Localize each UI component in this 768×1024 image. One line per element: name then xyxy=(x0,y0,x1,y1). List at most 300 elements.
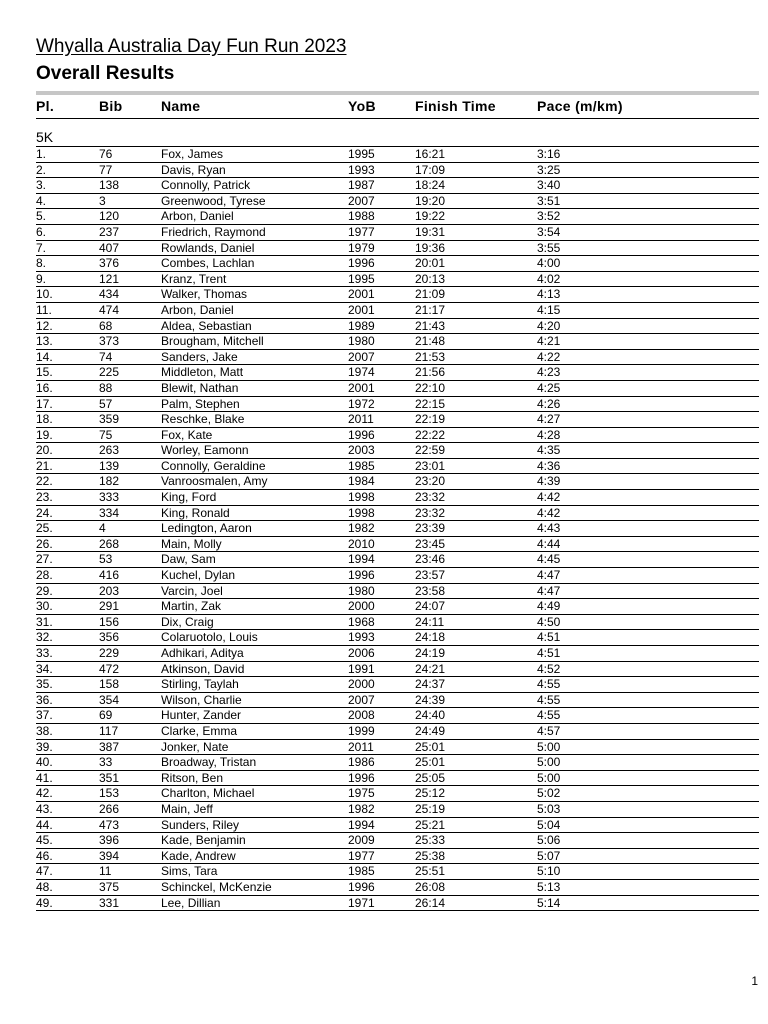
row-place: 44. xyxy=(36,817,53,832)
row-finish-time: 24:21 xyxy=(415,661,446,676)
row-bib: 359 xyxy=(99,412,120,427)
row-place: 24. xyxy=(36,505,53,520)
row-name: Sims, Tara xyxy=(161,864,218,879)
row-pace: 4:44 xyxy=(537,536,561,551)
row-bib: 75 xyxy=(99,427,113,442)
row-name: Ledington, Aaron xyxy=(161,521,252,536)
row-yob: 1996 xyxy=(348,256,375,271)
row-finish-time: 20:01 xyxy=(415,256,446,271)
table-row xyxy=(36,724,759,740)
row-finish-time: 24:07 xyxy=(415,599,446,614)
row-yob: 1995 xyxy=(348,271,375,286)
row-name: Arbon, Daniel xyxy=(161,209,234,224)
row-place: 14. xyxy=(36,349,53,364)
row-place: 43. xyxy=(36,801,53,816)
row-name: Colaruotolo, Louis xyxy=(161,630,258,645)
row-name: Blewit, Nathan xyxy=(161,380,239,395)
table-row xyxy=(36,677,759,693)
row-yob: 1986 xyxy=(348,755,375,770)
row-name: Vanroosmalen, Amy xyxy=(161,474,268,489)
table-row xyxy=(36,381,759,397)
row-name: Dix, Craig xyxy=(161,614,214,629)
row-yob: 1993 xyxy=(348,630,375,645)
row-bib: 396 xyxy=(99,833,120,848)
table-row xyxy=(36,818,759,834)
row-yob: 1980 xyxy=(348,334,375,349)
table-row xyxy=(36,147,759,163)
table-row xyxy=(36,194,759,210)
row-pace: 4:23 xyxy=(537,365,561,380)
row-finish-time: 22:15 xyxy=(415,396,446,411)
row-pace: 4:55 xyxy=(537,677,561,692)
table-row xyxy=(36,708,759,724)
row-yob: 2001 xyxy=(348,302,375,317)
row-bib: 474 xyxy=(99,302,120,317)
row-place: 46. xyxy=(36,848,53,863)
row-finish-time: 24:18 xyxy=(415,630,446,645)
row-pace: 4:47 xyxy=(537,568,561,583)
row-name: Main, Molly xyxy=(161,536,222,551)
row-place: 26. xyxy=(36,536,53,551)
table-row xyxy=(36,833,759,849)
header-divider xyxy=(36,91,759,95)
row-bib: 356 xyxy=(99,630,120,645)
row-place: 41. xyxy=(36,770,53,785)
row-pace: 4:51 xyxy=(537,630,561,645)
row-yob: 1994 xyxy=(348,552,375,567)
column-header-name: Name xyxy=(161,98,201,114)
row-finish-time: 25:51 xyxy=(415,864,446,879)
column-header-yob: YoB xyxy=(348,98,376,114)
row-place: 3. xyxy=(36,178,47,193)
table-row xyxy=(36,864,759,880)
row-place: 38. xyxy=(36,723,53,738)
row-place: 30. xyxy=(36,599,53,614)
row-pace: 4:47 xyxy=(537,583,561,598)
row-name: Main, Jeff xyxy=(161,801,213,816)
row-bib: 407 xyxy=(99,240,120,255)
row-bib: 354 xyxy=(99,692,120,707)
row-place: 31. xyxy=(36,614,53,629)
table-row xyxy=(36,849,759,865)
table-row xyxy=(36,303,759,319)
row-name: Schinckel, McKenzie xyxy=(161,879,272,894)
row-finish-time: 24:39 xyxy=(415,692,446,707)
row-name: Aldea, Sebastian xyxy=(161,318,252,333)
row-yob: 2010 xyxy=(348,536,375,551)
row-bib: 472 xyxy=(99,661,120,676)
row-yob: 2011 xyxy=(348,412,374,427)
row-place: 19. xyxy=(36,427,53,442)
row-name: Daw, Sam xyxy=(161,552,216,567)
row-place: 18. xyxy=(36,412,53,427)
row-pace: 4:02 xyxy=(537,271,561,286)
row-pace: 4:36 xyxy=(537,458,561,473)
row-pace: 5:13 xyxy=(537,879,561,894)
row-yob: 1980 xyxy=(348,583,375,598)
row-place: 21. xyxy=(36,458,53,473)
table-row xyxy=(36,630,759,646)
row-pace: 5:02 xyxy=(537,786,561,801)
table-row xyxy=(36,584,759,600)
row-yob: 1993 xyxy=(348,162,375,177)
row-yob: 1991 xyxy=(348,661,375,676)
column-header-finish-time: Finish Time xyxy=(415,98,496,114)
row-bib: 33 xyxy=(99,755,113,770)
row-bib: 203 xyxy=(99,583,120,598)
row-yob: 1989 xyxy=(348,318,375,333)
row-yob: 1985 xyxy=(348,864,375,879)
row-name: Kranz, Trent xyxy=(161,271,227,286)
table-row xyxy=(36,552,759,568)
row-name: Sunders, Riley xyxy=(161,817,240,832)
table-row xyxy=(36,443,759,459)
row-pace: 4:21 xyxy=(537,334,561,349)
row-name: Jonker, Nate xyxy=(161,739,229,754)
table-row xyxy=(36,896,759,912)
row-pace: 3:54 xyxy=(537,224,561,239)
row-pace: 4:28 xyxy=(537,427,561,442)
row-bib: 139 xyxy=(99,458,120,473)
row-bib: 473 xyxy=(99,817,120,832)
row-finish-time: 25:01 xyxy=(415,739,446,754)
row-finish-time: 26:14 xyxy=(415,895,446,910)
row-pace: 5:03 xyxy=(537,801,561,816)
row-place: 29. xyxy=(36,583,53,598)
row-name: Stirling, Taylah xyxy=(161,677,239,692)
table-row xyxy=(36,537,759,553)
row-place: 34. xyxy=(36,661,53,676)
row-pace: 3:51 xyxy=(537,193,561,208)
row-name: Connolly, Geraldine xyxy=(161,458,266,473)
row-finish-time: 19:20 xyxy=(415,193,446,208)
row-pace: 3:55 xyxy=(537,240,561,255)
row-finish-time: 24:49 xyxy=(415,723,446,738)
row-bib: 394 xyxy=(99,848,120,863)
row-bib: 117 xyxy=(99,723,119,738)
row-place: 40. xyxy=(36,755,53,770)
row-bib: 138 xyxy=(99,178,120,193)
row-finish-time: 21:43 xyxy=(415,318,446,333)
row-name: Middleton, Matt xyxy=(161,365,244,380)
table-row xyxy=(36,256,759,272)
table-row xyxy=(36,334,759,350)
table-row xyxy=(36,662,759,678)
row-bib: 76 xyxy=(99,147,113,161)
row-name: Clarke, Emma xyxy=(161,723,238,738)
row-finish-time: 24:37 xyxy=(415,677,446,692)
row-finish-time: 23:45 xyxy=(415,536,446,551)
row-pace: 4:43 xyxy=(537,521,561,536)
row-finish-time: 23:39 xyxy=(415,521,446,536)
column-header-pace: Pace (m/km) xyxy=(537,98,623,114)
row-pace: 4:00 xyxy=(537,256,561,271)
row-place: 16. xyxy=(36,380,53,395)
row-place: 42. xyxy=(36,786,53,801)
row-finish-time: 21:17 xyxy=(415,302,446,317)
row-pace: 4:13 xyxy=(537,287,561,302)
table-row xyxy=(36,163,759,179)
row-finish-time: 24:11 xyxy=(415,614,445,629)
table-row xyxy=(36,599,759,615)
table-row xyxy=(36,521,759,537)
table-row xyxy=(36,506,759,522)
row-bib: 351 xyxy=(99,770,120,785)
row-name: Fox, James xyxy=(161,147,224,161)
row-name: Adhikari, Aditya xyxy=(161,646,244,660)
row-name: Friedrich, Raymond xyxy=(161,224,266,239)
row-yob: 1975 xyxy=(348,786,375,801)
row-pace: 4:42 xyxy=(537,505,561,520)
row-finish-time: 25:21 xyxy=(415,817,446,832)
row-pace: 4:57 xyxy=(537,723,561,738)
row-place: 2. xyxy=(36,162,47,177)
row-bib: 268 xyxy=(99,536,120,551)
table-row xyxy=(36,397,759,413)
row-yob: 2000 xyxy=(348,599,375,614)
table-row xyxy=(36,459,759,475)
row-place: 49. xyxy=(36,895,53,910)
row-finish-time: 16:21 xyxy=(415,147,446,161)
row-finish-time: 25:19 xyxy=(415,801,446,816)
row-place: 1. xyxy=(36,147,47,161)
row-place: 8. xyxy=(36,256,47,271)
row-bib: 57 xyxy=(99,396,113,411)
row-name: Hunter, Zander xyxy=(161,708,242,723)
row-bib: 69 xyxy=(99,708,113,723)
row-finish-time: 24:40 xyxy=(415,708,446,723)
row-place: 11. xyxy=(36,302,52,317)
table-row xyxy=(36,474,759,490)
row-name: Charlton, Michael xyxy=(161,786,255,801)
row-bib: 334 xyxy=(99,505,120,520)
row-bib: 3 xyxy=(99,193,106,208)
row-name: Reschke, Blake xyxy=(161,412,245,427)
row-yob: 1996 xyxy=(348,427,375,442)
row-pace: 5:06 xyxy=(537,833,561,848)
row-yob: 1999 xyxy=(348,723,375,738)
row-name: Lee, Dillian xyxy=(161,895,221,910)
row-yob: 1996 xyxy=(348,879,375,894)
row-name: Greenwood, Tyrese xyxy=(161,193,266,208)
row-bib: 77 xyxy=(99,162,113,177)
table-row xyxy=(36,350,759,366)
row-finish-time: 19:31 xyxy=(415,224,446,239)
row-place: 33. xyxy=(36,646,53,660)
row-finish-time: 22:10 xyxy=(415,380,446,395)
row-yob: 1998 xyxy=(348,490,375,505)
row-yob: 1996 xyxy=(348,568,375,583)
row-pace: 4:15 xyxy=(537,302,561,317)
row-yob: 1998 xyxy=(348,505,375,520)
row-finish-time: 23:32 xyxy=(415,505,446,520)
row-yob: 1977 xyxy=(348,224,375,239)
row-bib: 237 xyxy=(99,224,120,239)
row-bib: 158 xyxy=(99,677,120,692)
row-finish-time: 21:48 xyxy=(415,334,446,349)
row-yob: 1985 xyxy=(348,458,375,473)
row-yob: 1979 xyxy=(348,240,375,255)
table-row xyxy=(36,428,759,444)
row-finish-time: 24:19 xyxy=(415,646,446,660)
row-pace: 3:52 xyxy=(537,209,561,224)
row-yob: 1982 xyxy=(348,801,375,816)
row-bib: 373 xyxy=(99,334,120,349)
row-yob: 1972 xyxy=(348,396,375,411)
row-place: 7. xyxy=(36,240,47,255)
row-name: King, Ronald xyxy=(161,505,230,520)
row-finish-time: 21:53 xyxy=(415,349,446,364)
row-yob: 2007 xyxy=(348,349,375,364)
table-row xyxy=(36,771,759,787)
table-row xyxy=(36,241,759,257)
row-name: Fox, Kate xyxy=(161,427,213,442)
row-bib: 120 xyxy=(99,209,120,224)
row-yob: 2000 xyxy=(348,677,375,692)
row-place: 20. xyxy=(36,443,53,458)
row-yob: 1994 xyxy=(348,817,375,832)
row-place: 22. xyxy=(36,474,53,489)
row-place: 17. xyxy=(36,396,53,411)
row-place: 6. xyxy=(36,224,47,239)
row-pace: 4:49 xyxy=(537,599,561,614)
row-place: 48. xyxy=(36,879,53,894)
row-yob: 2001 xyxy=(348,380,375,395)
row-bib: 156 xyxy=(99,614,120,629)
row-finish-time: 21:09 xyxy=(415,287,446,302)
row-place: 39. xyxy=(36,739,53,754)
row-bib: 387 xyxy=(99,739,120,754)
row-yob: 1982 xyxy=(348,521,375,536)
row-place: 9. xyxy=(36,271,47,286)
row-bib: 153 xyxy=(99,786,120,801)
row-bib: 266 xyxy=(99,801,120,816)
row-bib: 331 xyxy=(99,895,120,910)
row-bib: 434 xyxy=(99,287,120,302)
row-finish-time: 22:59 xyxy=(415,443,446,458)
row-yob: 2009 xyxy=(348,833,375,848)
table-row xyxy=(36,287,759,303)
row-finish-time: 26:08 xyxy=(415,879,446,894)
row-bib: 229 xyxy=(99,646,120,660)
row-place: 4. xyxy=(36,193,47,208)
row-pace: 4:55 xyxy=(537,692,561,707)
row-pace: 4:27 xyxy=(537,412,561,427)
row-bib: 53 xyxy=(99,552,113,567)
row-place: 36. xyxy=(36,692,53,707)
row-yob: 2007 xyxy=(348,193,375,208)
row-place: 13. xyxy=(36,334,53,349)
row-finish-time: 21:56 xyxy=(415,365,446,380)
document-subtitle: Overall Results xyxy=(36,63,175,84)
row-pace: 4:50 xyxy=(537,614,561,629)
row-yob: 2006 xyxy=(348,646,375,660)
column-header-bib: Bib xyxy=(99,98,123,114)
row-pace: 5:00 xyxy=(537,755,561,770)
column-header-place: Pl. xyxy=(36,98,55,114)
results-table xyxy=(36,147,759,911)
row-finish-time: 23:58 xyxy=(415,583,446,598)
table-row xyxy=(36,490,759,506)
row-finish-time: 18:24 xyxy=(415,178,446,193)
row-name: Kuchel, Dylan xyxy=(161,568,236,583)
table-row xyxy=(36,802,759,818)
row-place: 23. xyxy=(36,490,53,505)
row-pace: 4:52 xyxy=(537,661,561,676)
row-name: King, Ford xyxy=(161,490,217,505)
row-finish-time: 23:46 xyxy=(415,552,446,567)
table-row xyxy=(36,209,759,225)
row-pace: 5:04 xyxy=(537,817,561,832)
row-finish-time: 20:13 xyxy=(415,271,446,286)
row-finish-time: 17:09 xyxy=(415,162,446,177)
row-place: 10. xyxy=(36,287,53,302)
row-pace: 4:51 xyxy=(537,646,561,660)
row-bib: 74 xyxy=(99,349,113,364)
table-row xyxy=(36,786,759,802)
row-name: Wilson, Charlie xyxy=(161,692,242,707)
row-finish-time: 25:38 xyxy=(415,848,446,863)
table-row xyxy=(36,755,759,771)
row-finish-time: 23:20 xyxy=(415,474,446,489)
row-place: 32. xyxy=(36,630,53,645)
row-pace: 4:22 xyxy=(537,349,561,364)
table-row xyxy=(36,272,759,288)
row-pace: 4:25 xyxy=(537,380,561,395)
row-name: Connolly, Patrick xyxy=(161,178,251,193)
row-bib: 263 xyxy=(99,443,120,458)
row-yob: 1968 xyxy=(348,614,375,629)
row-place: 25. xyxy=(36,521,53,536)
row-place: 45. xyxy=(36,833,53,848)
row-name: Kade, Benjamin xyxy=(161,833,246,848)
row-yob: 2011 xyxy=(348,739,374,754)
row-name: Arbon, Daniel xyxy=(161,302,234,317)
row-finish-time: 25:33 xyxy=(415,833,446,848)
table-row xyxy=(36,693,759,709)
row-finish-time: 25:12 xyxy=(415,786,446,801)
table-row xyxy=(36,615,759,631)
row-finish-time: 22:19 xyxy=(415,412,446,427)
row-yob: 1977 xyxy=(348,848,375,863)
row-pace: 3:40 xyxy=(537,178,561,193)
table-row xyxy=(36,740,759,756)
row-name: Walker, Thomas xyxy=(161,287,248,302)
row-bib: 182 xyxy=(99,474,120,489)
table-row xyxy=(36,646,759,662)
row-finish-time: 23:57 xyxy=(415,568,446,583)
header-underline xyxy=(36,118,759,119)
row-name: Combes, Lachlan xyxy=(161,256,255,271)
row-name: Varcin, Joel xyxy=(161,583,223,598)
row-bib: 225 xyxy=(99,365,120,380)
row-name: Broadway, Tristan xyxy=(161,755,257,770)
row-bib: 416 xyxy=(99,568,120,583)
row-pace: 4:26 xyxy=(537,396,561,411)
row-place: 27. xyxy=(36,552,53,567)
row-yob: 2001 xyxy=(348,287,375,302)
row-name: Atkinson, David xyxy=(161,661,245,676)
table-row xyxy=(36,568,759,584)
document-title: Whyalla Australia Day Fun Run 2023 xyxy=(36,36,347,57)
row-name: Palm, Stephen xyxy=(161,396,240,411)
table-row xyxy=(36,319,759,335)
row-name: Davis, Ryan xyxy=(161,162,226,177)
table-row xyxy=(36,412,759,428)
column-header-row xyxy=(36,98,759,118)
row-pace: 4:42 xyxy=(537,490,561,505)
row-pace: 4:20 xyxy=(537,318,561,333)
